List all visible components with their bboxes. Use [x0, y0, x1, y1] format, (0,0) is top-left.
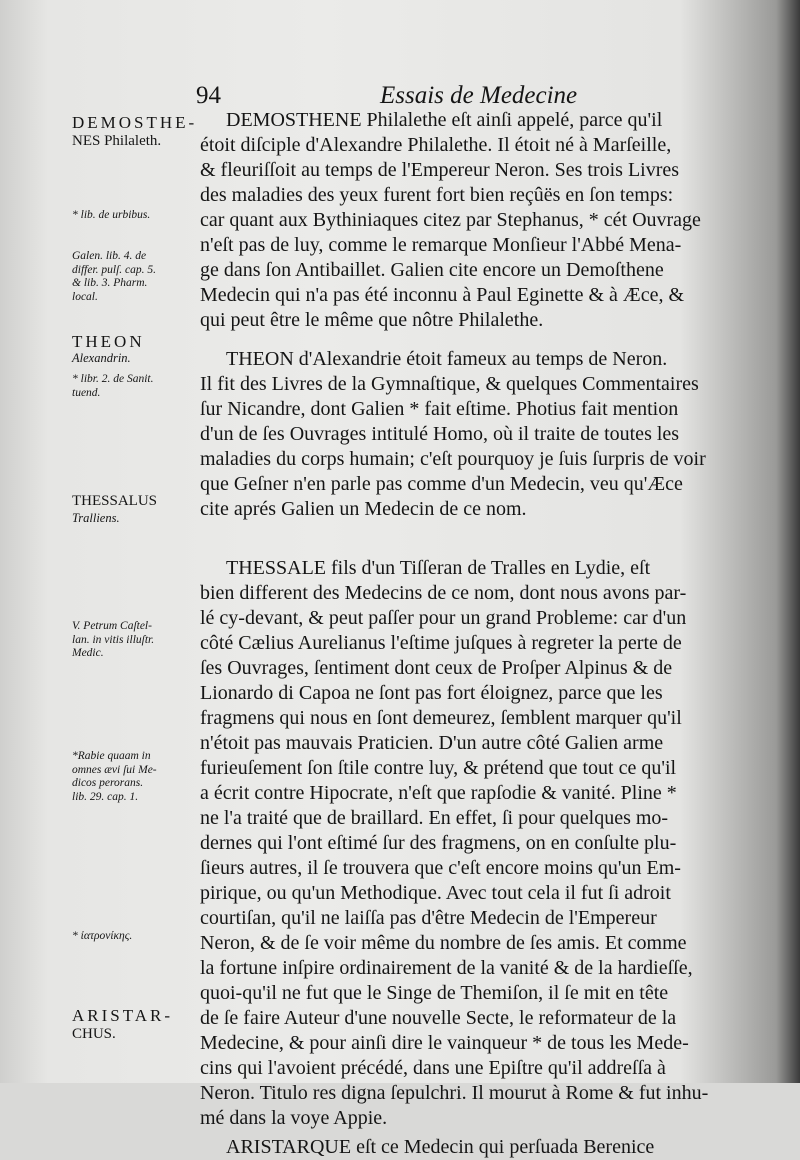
- margin-heading-line: DEMOSTHE-: [72, 113, 198, 132]
- text-line: car quant aux Bythiniaques citez par Stephanus, * cét Ouvrage: [200, 209, 701, 231]
- text-line: ſes Ouvrages, ſentiment dont ceux de Proſper Alpinus & de: [200, 657, 673, 679]
- note-line: *Rabie quaam in: [72, 750, 151, 762]
- text-line: lé cy-devant, & peut paſſer pour un grand Probleme: car d'un: [200, 607, 687, 629]
- margin-heading-aristarchus: [72, 1006, 196, 1044]
- margin-heading-line: THESSALUS: [72, 493, 158, 509]
- text-line: ARISTARQUE eſt ce Medecin qui perſuada Berenice: [226, 1136, 655, 1158]
- margin-note-greek: [72, 930, 196, 944]
- note-line: Medic.: [72, 647, 104, 659]
- note-line: lan. in vitis illuſtr.: [72, 633, 155, 646]
- note-line: differ. pulſ. cap. 5.: [72, 263, 157, 276]
- text-line: DEMOSTHENE Philalethe eſt ainſi appelé, parce qu'il: [226, 109, 663, 131]
- margin-heading-line: ARISTAR-: [72, 1006, 174, 1025]
- text-line: des maladies des yeux furent fort bien reçûës en ſon temps:: [200, 184, 674, 206]
- note-line: & lib. 3. Pharm.: [72, 277, 148, 289]
- margin-note-galen: [72, 250, 196, 304]
- text-line: Il fit des Livres de la Gymnaſtique, & quelques Commentaires: [200, 373, 699, 395]
- note-line: Galen. lib. 4. de: [72, 250, 147, 262]
- text-line: qui peut être le même que nôtre Philalethe.: [200, 309, 544, 331]
- text-line: fragmens qui nous en ſont demeurez, ſemblent marquer qu'il: [200, 707, 682, 729]
- margin-heading-line: CHUS.: [72, 1026, 116, 1042]
- margin-note-castellan: [72, 620, 196, 661]
- text-line: ge dans ſon Antibaillet. Galien cite encore un Demoſthene: [200, 259, 664, 281]
- margin-heading-line: Alexandrin.: [72, 351, 131, 365]
- text-line: dernes qui l'ont eſtimé ſur des fragmens, on en conſulte plu-: [200, 832, 677, 854]
- note-line: tuend.: [72, 386, 101, 399]
- text-line: n'eſt pas de luy, comme le remarque Monſieur l'Abbé Mena-: [200, 234, 682, 256]
- text-line: mé dans la voye Appie.: [200, 1107, 388, 1129]
- text-line: & fleuriſſoit au temps de l'Empereur Neron. Ses trois Livres: [200, 159, 680, 181]
- text-line: de ſe faire Auteur d'une nouvelle Secte, le reformateur de la: [200, 1007, 677, 1029]
- text-line: furieuſement ſon ſtile contre luy, & prétend que tout ce qu'il: [200, 757, 677, 779]
- margin-heading-theon: [72, 332, 196, 366]
- note-line: omnes ævi ſui Me-: [72, 763, 157, 776]
- margin-heading-line: NES Philaleth.: [72, 133, 162, 149]
- paragraph-theon: [200, 347, 772, 522]
- text-line: Medecine, & pour ainſi dire le vainqueur * de tous les Mede-: [200, 1032, 689, 1054]
- note-line: lib. 29. cap. 1.: [72, 790, 139, 803]
- running-title: Essais de Medecine: [380, 82, 578, 109]
- text-line: que Geſner n'en parle pas comme d'un Medecin, veu qu'Æce: [200, 473, 683, 495]
- text-line: Neron, & de ſe voir même du nombre de ſes amis. Et comme: [200, 932, 687, 954]
- text-line: Medecin qui n'a pas été inconnu à Paul Eginette & à Æce, &: [200, 284, 685, 306]
- text-line: bien different des Medecins de ce nom, dont nous avons par-: [200, 582, 687, 604]
- text-line: la fortune inſpire ordinairement de la vanité & de la hardieſſe,: [200, 957, 693, 979]
- margin-note-sanit: [72, 373, 196, 400]
- paragraph-demosthene: [200, 108, 772, 333]
- text-line: quoi-qu'il ne fut que le Singe de Themiſon, il ſe mit en tête: [200, 982, 669, 1004]
- note-line: * ἰατρονίκης.: [72, 930, 133, 942]
- text-line: côté Cælius Aurelianus l'eſtime juſques à regreter la perte de: [200, 632, 682, 654]
- text-line: étoit diſciple d'Alexandre Philalethe. Il étoit né à Marſeille,: [200, 134, 672, 156]
- text-line: courtiſan, qu'il ne laiſſa pas d'être Medecin de l'Empereur: [200, 907, 657, 929]
- paragraph-aristarque: [200, 1135, 772, 1160]
- text-line: Lionardo di Capoa ne ſont pas fort éloignez, parce que les: [200, 682, 663, 704]
- note-line: V. Petrum Caſtel-: [72, 620, 152, 632]
- note-line: dicos perorans.: [72, 777, 144, 789]
- text-line: Neron. Titulo res digna ſepulchri. Il mourut à Rome & fut inhu-: [200, 1082, 709, 1104]
- text-line: THEON d'Alexandrie étoit fameux au temps de Neron.: [226, 348, 668, 370]
- main-text: [200, 108, 772, 1160]
- margin-heading-thessalus: [72, 492, 196, 526]
- text-line: ſur Nicandre, dont Galien * fait eſtime. Photius fait mention: [200, 398, 679, 420]
- text-line: maladies du corps humain; c'eſt pourquoy je ſuis ſurpris de voir: [200, 448, 706, 470]
- paragraph-thessale: [200, 556, 772, 1131]
- page-number: 94: [196, 82, 221, 109]
- text-line: a écrit contre Hipocrate, n'eſt que rapſodie & vanité. Pline *: [200, 782, 677, 804]
- margin-note-urbibus: [72, 209, 196, 223]
- text-line: cins qui l'avoient précédé, dans une Epiſtre qu'il addreſſa à: [200, 1057, 666, 1079]
- text-line: ne l'a traité que de braillard. En effet, ſi pour quelques mo-: [200, 807, 669, 829]
- text-line: d'un de ſes Ouvrages intitulé Homo, où il traite de toutes les: [200, 423, 680, 445]
- margin-heading-line: Tralliens.: [72, 511, 120, 525]
- note-line: * lib. de urbibus.: [72, 209, 151, 221]
- text-line: THESSALE fils d'un Tiſſeran de Tralles en Lydie, eſt: [226, 557, 651, 579]
- margin-heading-demosthenes: [72, 113, 196, 151]
- text-line: cite aprés Galien un Medecin de ce nom.: [200, 498, 527, 520]
- margin-heading-line: THEON: [72, 332, 145, 351]
- text-line: n'étoit pas mauvais Praticien. D'un autre côté Galien arme: [200, 732, 664, 754]
- text-line: pirique, ou qu'un Methodique. Avec tout cela il fut ſi adroit: [200, 882, 671, 904]
- text-line: ſieurs autres, il ſe trouvera que c'eſt encore moins qu'un Em-: [200, 857, 681, 879]
- margin-note-rabie: [72, 750, 196, 804]
- note-line: * libr. 2. de Sanit.: [72, 373, 154, 385]
- note-line: local.: [72, 290, 98, 303]
